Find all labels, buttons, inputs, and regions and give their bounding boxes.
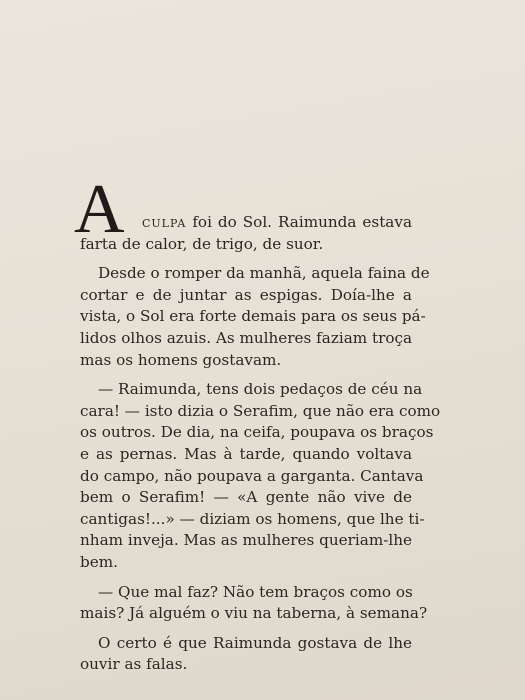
text-line: lidos olhos azuis. As mulheres faziam troça [80,328,413,347]
text-line: bem. [80,552,118,571]
paragraph-5 [80,633,412,676]
text-line: vista, o Sol era forte demais para os seus pá- [80,307,426,326]
text-line: do campo, não poupava a garganta. Cantava [80,466,424,485]
text-block [74,171,441,678]
text-line: cortar e de juntar as espigas. Doía-lhe a [80,285,412,304]
paragraph-2 [80,263,430,371]
text-line: e as pernas. Mas à tarde, quando voltava [80,444,412,463]
lead-word: culpa [142,213,187,231]
drop-cap: A [74,171,125,248]
text-line: O certo é que Raimunda gostava de lhe [98,633,412,652]
text-line: mas os homens gostavam. [80,350,282,369]
text-line: mais? Já alguém o viu na taberna, à semana? [80,604,428,623]
text-line: os outros. De dia, na ceifa, poupava os braços [80,423,434,442]
text-line: farta de calor, de trigo, de suor. [80,234,324,253]
text-line: — Que mal faz? Não tem braços como os [98,582,413,601]
line-text: foi do Sol. Raimunda estava [186,213,412,231]
text-line [80,186,412,234]
text-line: — Raimunda, tens dois pedaços de céu na [98,380,423,399]
text-line: Desde o romper da manhã, aquela faina de [98,264,430,283]
text-line: nham inveja. Mas as mulheres queriam-lhe [80,531,412,550]
paragraph-3 [80,379,441,573]
text-line: cantigas!...» — diziam os homens, que lhe ti- [80,509,425,528]
text-line: bem o Serafim! — «A gente não vive de [80,488,412,507]
paragraph-1 [74,171,412,255]
text-line: cara! — isto dizia o Serafim, que não era como [80,401,441,420]
paragraph-4 [80,582,428,625]
text-line: ouvir as falas. [80,655,188,674]
